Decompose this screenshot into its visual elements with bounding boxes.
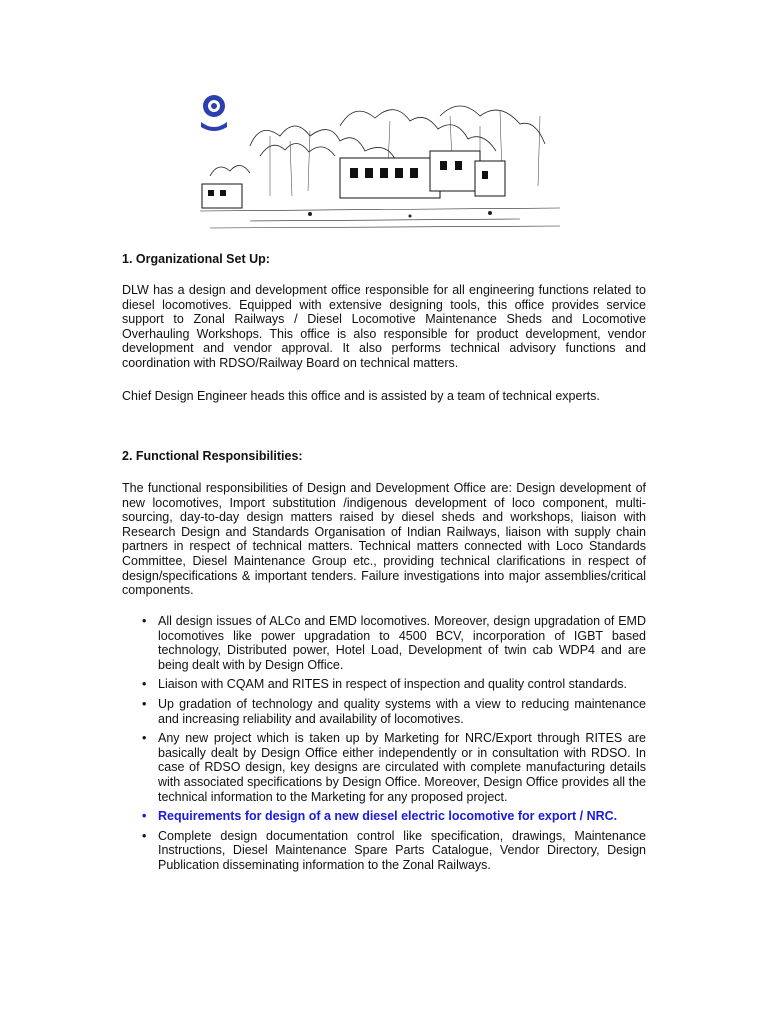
bullet-icon: • (142, 696, 147, 711)
bullet-icon: • (142, 828, 147, 843)
list-item-highlighted: • Requirements for design of a new diesel electric locomotive for export / NRC. (142, 809, 618, 824)
responsibilities-list (142, 614, 646, 878)
factory-illustration (190, 86, 568, 236)
section1-heading: 1. Organizational Set Up: (122, 252, 270, 266)
section2-heading: 2. Functional Responsibilities: (122, 449, 303, 463)
bullet-icon: • (142, 809, 147, 824)
list-item: • Any new project which is taken up by Marketing for NRC/Export through RITES are basically dealt by Design Office either independently or in consultation with RDSO. In case of RDSO design, key designs are circulated with complete manufacturing details with associated specifications by Design Office. Moreover, Design Office provides all the technical information to the Marketing for any proposed project. (142, 731, 646, 804)
list-item: • Liaison with CQAM and RITES in respect of inspection and quality control standards. (142, 677, 627, 692)
list-item: • All design issues of ALCo and EMD locomotives. Moreover, design upgradation of EMD locomotives like power upgradation to 4500 BCV, incorporation of IGBT based technology, Distributed power, Hotel Load, Development of twin cab WDP4 and are being dealt with by Design Office. (142, 614, 646, 672)
section2-intro: The functional responsibilities of Design and Development Office are: Design development of new locomotives, Import substitution /indigenous development of loco component, multi-sourcing, day-to-day design matters raised by diesel sheds and workshops, liaison with Research Design and Standards Organisation of Indian Railways, liaison with supply chain partners in respect of technical matters. Technical matters connected with Loco Standards Committee, Diesel Maintenance Group etc., providing technical clarifications in respect of design/specifications & important tenders. Failure investigations into major assemblies/critical components. (122, 481, 646, 598)
list-item: • Complete design documentation control like specification, drawings, Maintenance Instructions, Diesel Maintenance Spare Parts Catalogue, Vendor Directory, Design Publication disseminating information to the Zonal Railways. (142, 828, 646, 872)
bullet-icon: • (142, 614, 147, 628)
bullet-icon: • (142, 677, 147, 692)
section1-paragraph: DLW has a design and development office responsible for all engineering functions related to diesel locomotives. Equipped with extensive designing tools, this office provides service support to Zonal Railways / Diesel Locomotive Maintenance Sheds and Locomotive Overhauling Workshops. This office is also responsible for product development, vendor development and vendor approval. It also performs technical advisory functions and coordination with RDSO/Railway Board on technical matters. (122, 283, 646, 370)
railway-emblem-icon (198, 92, 230, 132)
list-item: • Up gradation of technology and quality systems with a view to reducing maintenance and increasing reliability and availability of locomotives. (142, 696, 646, 726)
bullet-icon: • (142, 731, 147, 746)
section1-paragraph-2: Chief Design Engineer heads this office and is assisted by a team of technical experts. (122, 389, 600, 403)
